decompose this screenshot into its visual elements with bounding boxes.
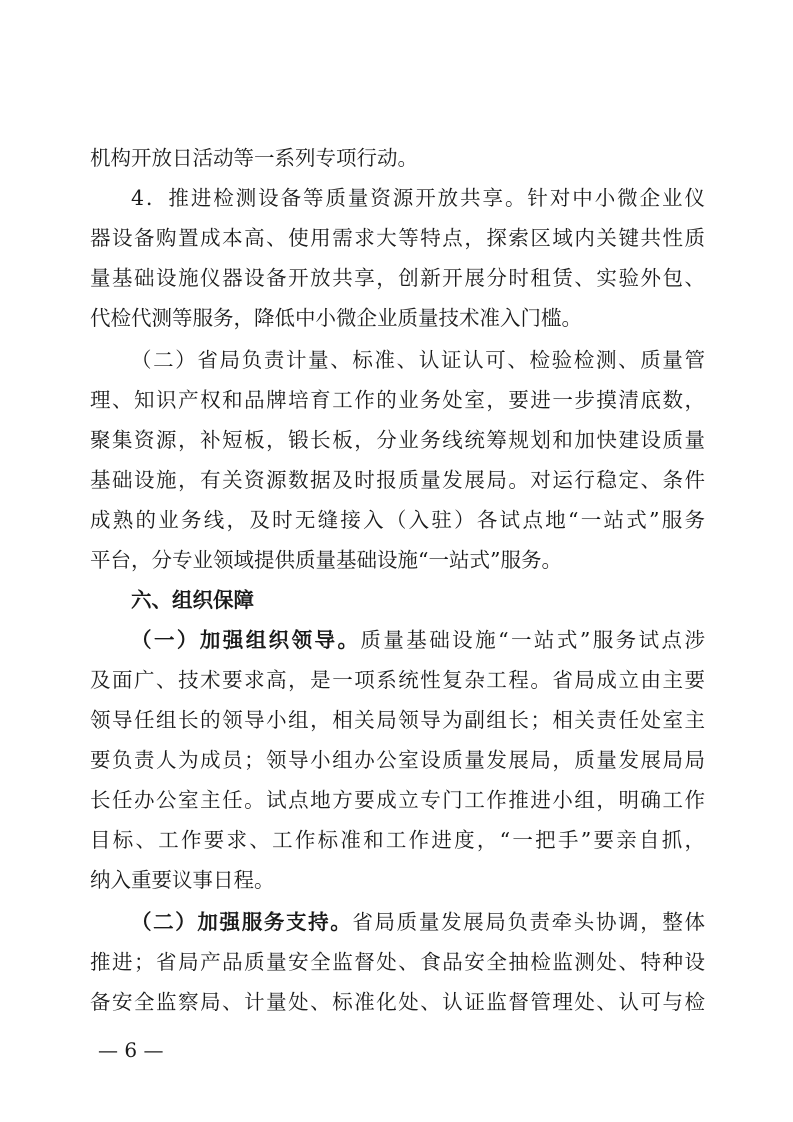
text-line: 长任办公室主任。试点地方要成立专门工作推进小组，明确工作 xyxy=(90,788,705,812)
text-line: 领导任组长的领导小组，相关局领导为副组长；相关责任处室主 xyxy=(90,708,705,732)
text-line: 4．推进检测设备等质量资源开放共享。针对中小微企业仪 xyxy=(131,186,705,210)
text-line: 推进；省局产品质量安全监督处、食品安全抽检监测处、特种设 xyxy=(90,950,705,974)
section-heading: 六、组织保障 xyxy=(131,588,254,612)
text-line: 代检代测等服务，降低中小微企业质量技术准入门槛。 xyxy=(90,306,582,330)
text-span: 质量基础设施“一站式”服务试点涉 xyxy=(360,628,705,652)
text-line: 备安全监察局、计量处、标准化处、认证监督管理处、认可与检 xyxy=(90,990,705,1014)
subsection-heading: （二）加强服务支持。 xyxy=(131,910,353,934)
text-line: 成熟的业务线，及时无缝接入（入驻）各试点地“一站式”服务 xyxy=(90,508,705,532)
text-line: 器设备购置成本高、使用需求大等特点，探索区域内关键共性质 xyxy=(90,226,705,250)
text-line: 平台，分专业领域提供质量基础设施“一站式”服务。 xyxy=(90,548,562,572)
text-line: 理、知识产权和品牌培育工作的业务处室，要进一步摸清底数， xyxy=(90,388,705,412)
text-line: 聚集资源，补短板，锻长板，分业务线统筹规划和加快建设质量 xyxy=(90,428,705,452)
text-span: 省局质量发展局负责牵头协调，整体 xyxy=(352,910,705,934)
text-line: （二）省局负责计量、标准、认证认可、检验检测、质量管 xyxy=(131,348,705,372)
text-line: 纳入重要议事日程。 xyxy=(90,868,275,892)
paragraph-line xyxy=(131,620,705,660)
text-line: 机构开放日活动等一系列专项行动。 xyxy=(90,146,418,170)
paragraph-line xyxy=(131,902,705,942)
subsection-heading: （一）加强组织领导。 xyxy=(131,628,361,652)
text-line: 及面广、技术要求高，是一项系统性复杂工程。省局成立由主要 xyxy=(90,668,705,692)
text-line: 目标、工作要求、工作标准和工作进度，“一把手”要亲自抓， xyxy=(90,828,705,852)
page-number: — 6 — xyxy=(98,1038,164,1062)
text-line: 基础设施，有关资源数据及时报质量发展局。对运行稳定、条件 xyxy=(90,468,705,492)
text-line: 量基础设施仪器设备开放共享，创新开展分时租赁、实验外包、 xyxy=(90,266,705,290)
text-line: 要负责人为成员；领导小组办公室设质量发展局，质量发展局局 xyxy=(90,748,705,772)
